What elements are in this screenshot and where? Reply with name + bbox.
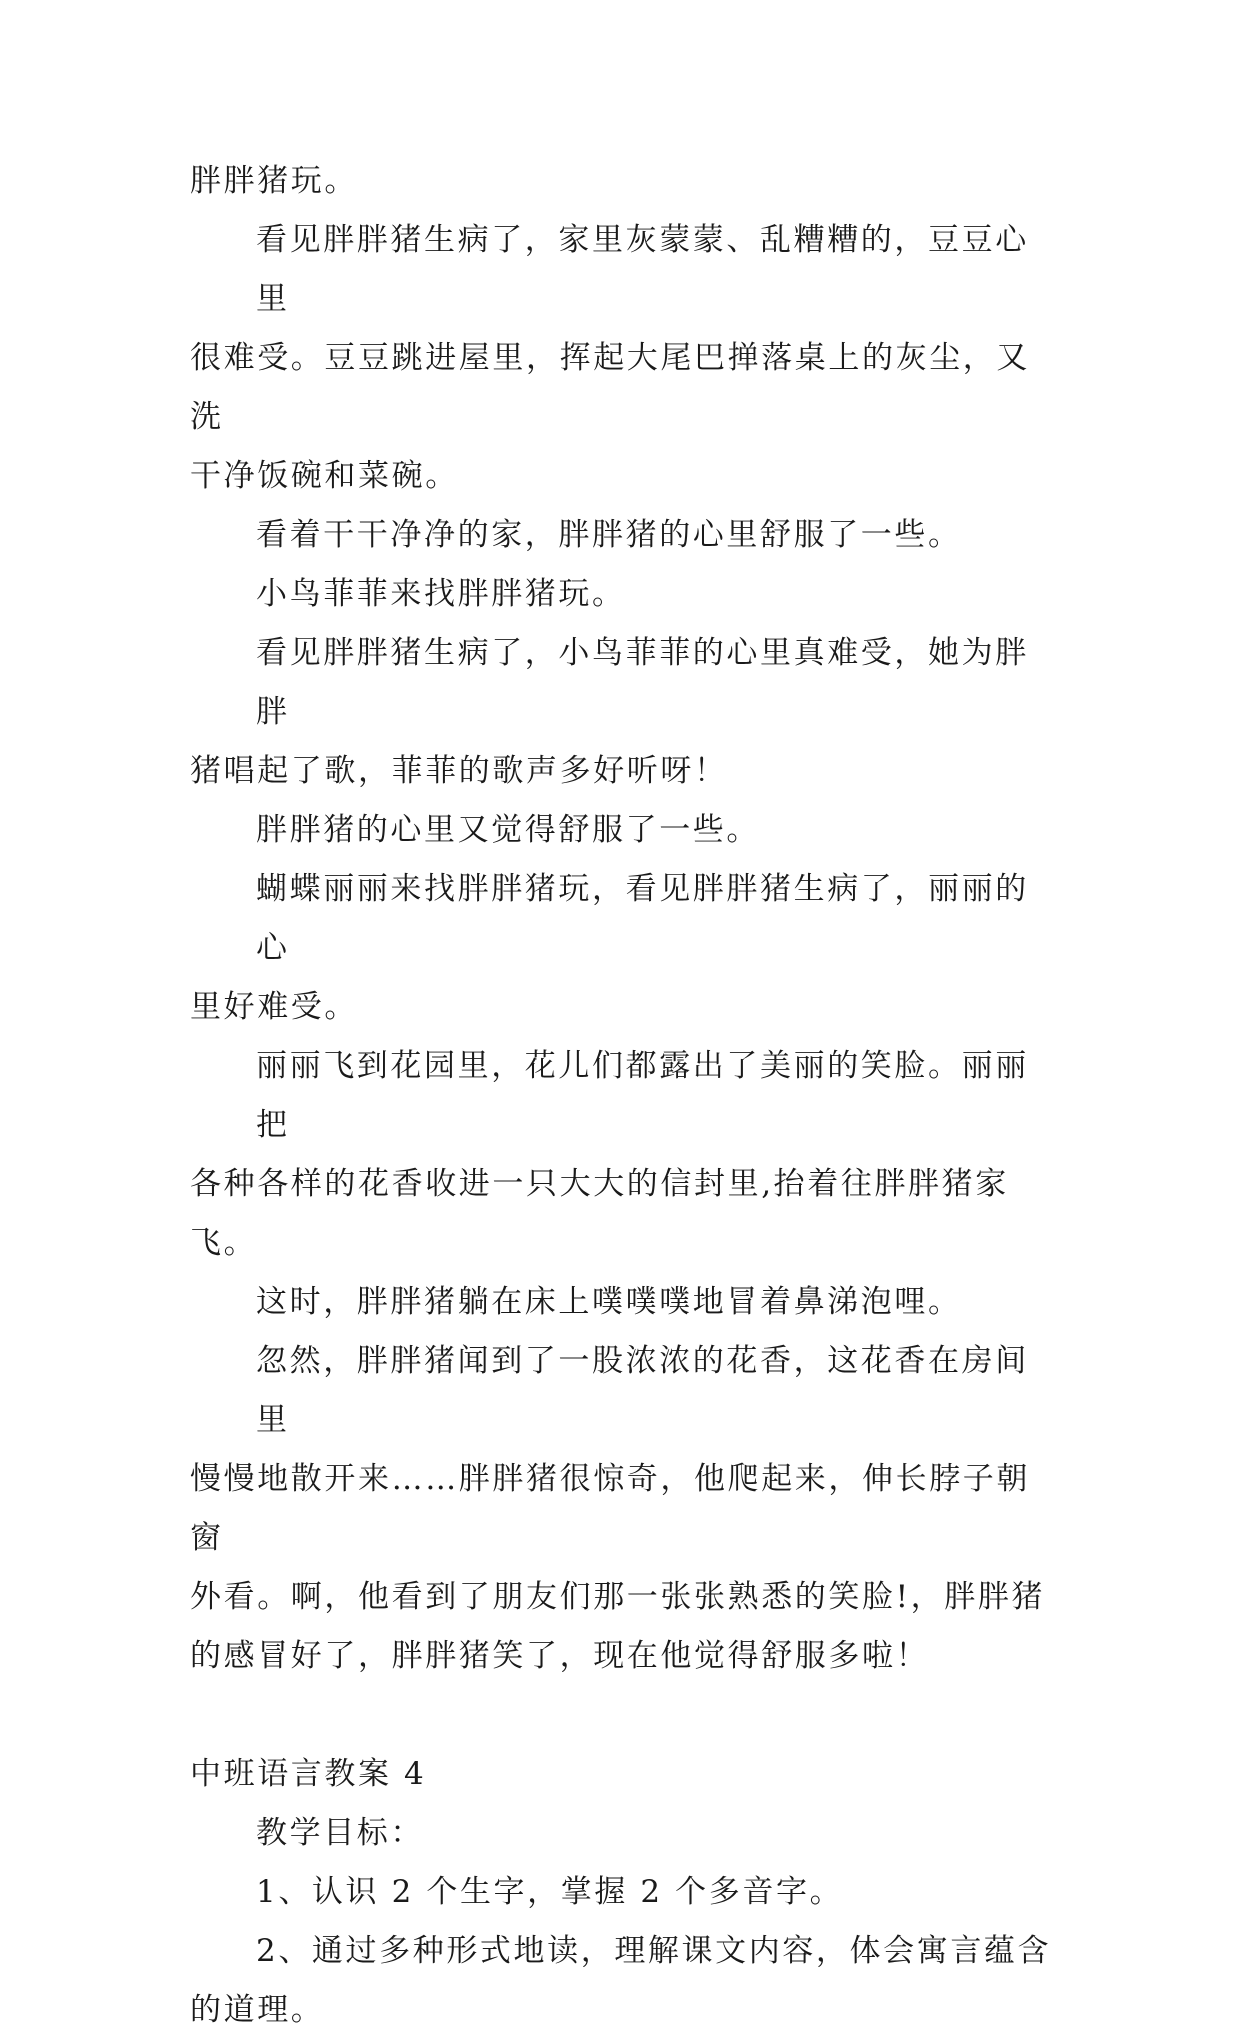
text-line: 1、认识 2 个生字，掌握 2 个多音字。 [256,1874,844,1910]
text-line: 胖胖猪玩。 [190,163,358,199]
text-line: 看着干干净净的家，胖胖猪的心里舒服了一些。 [256,517,962,553]
story-paragraph-7 [190,1037,1055,1273]
text-line: 看见胖胖猪生病了，小鸟菲菲的心里真难受，她为胖胖 [256,635,1029,730]
text-line: 丽丽飞到花园里，花儿们都露出了美丽的笑脸。丽丽把 [256,1048,1029,1143]
text-line: 很难受。豆豆跳进屋里，挥起大尾巴掸落桌上的灰尘，又洗 [190,340,1030,435]
story-paragraph-3 [190,565,1055,624]
text-line: 教学目标： [256,1815,424,1851]
story-paragraph-6 [190,860,1055,1037]
story-paragraph-1 [190,211,1055,506]
text-line: 外看。啊，他看到了朋友们那一张张熟悉的笑脸!，胖胖猪 [190,1579,1046,1615]
text-line: 忽然，胖胖猪闻到了一股浓浓的花香，这花香在房间里 [256,1343,1029,1438]
text-line: 慢慢地散开来……胖胖猪很惊奇，他爬起来，伸长脖子朝窗 [190,1461,1030,1556]
goal-item-1 [190,1863,1055,1922]
text-line: 小鸟菲菲来找胖胖猪玩。 [256,576,626,612]
story-paragraph-8 [190,1273,1055,1332]
text-line: 里好难受。 [190,989,358,1025]
goals-heading [190,1804,1055,1863]
text-line: 胖胖猪的心里又觉得舒服了一些。 [256,812,760,848]
section-spacer [190,1686,1055,1745]
story-paragraph-2 [190,506,1055,565]
story-paragraph-9 [190,1332,1055,1686]
story-paragraph-4 [190,624,1055,801]
text-line: 2、通过多种形式地读，理解课文内容，体会寓言蕴含 [256,1933,1052,1969]
text-line: 看见胖胖猪生病了，家里灰蒙蒙、乱糟糟的，豆豆心里 [256,222,1029,317]
text-line: 这时，胖胖猪躺在床上噗噗噗地冒着鼻涕泡哩。 [256,1284,962,1320]
text-line: 干净饭碗和菜碗。 [190,458,459,494]
text-line: 猪唱起了歌，菲菲的歌声多好听呀！ [190,753,728,789]
story-paragraph-0 [190,152,1055,211]
text-line: 的道理。 [190,1992,325,2028]
goal-item-2 [190,1922,1055,2040]
section-title: 中班语言教案 4 [190,1756,427,1792]
text-line: 的感冒好了，胖胖猪笑了，现在他觉得舒服多啦！ [190,1638,930,1674]
text-line: 蝴蝶丽丽来找胖胖猪玩，看见胖胖猪生病了，丽丽的心 [256,871,1029,966]
text-line: 各种各样的花香收进一只大大的信封里,抬着往胖胖猪家飞。 [190,1166,1009,1261]
story-paragraph-5 [190,801,1055,860]
document-body [190,152,1055,2040]
